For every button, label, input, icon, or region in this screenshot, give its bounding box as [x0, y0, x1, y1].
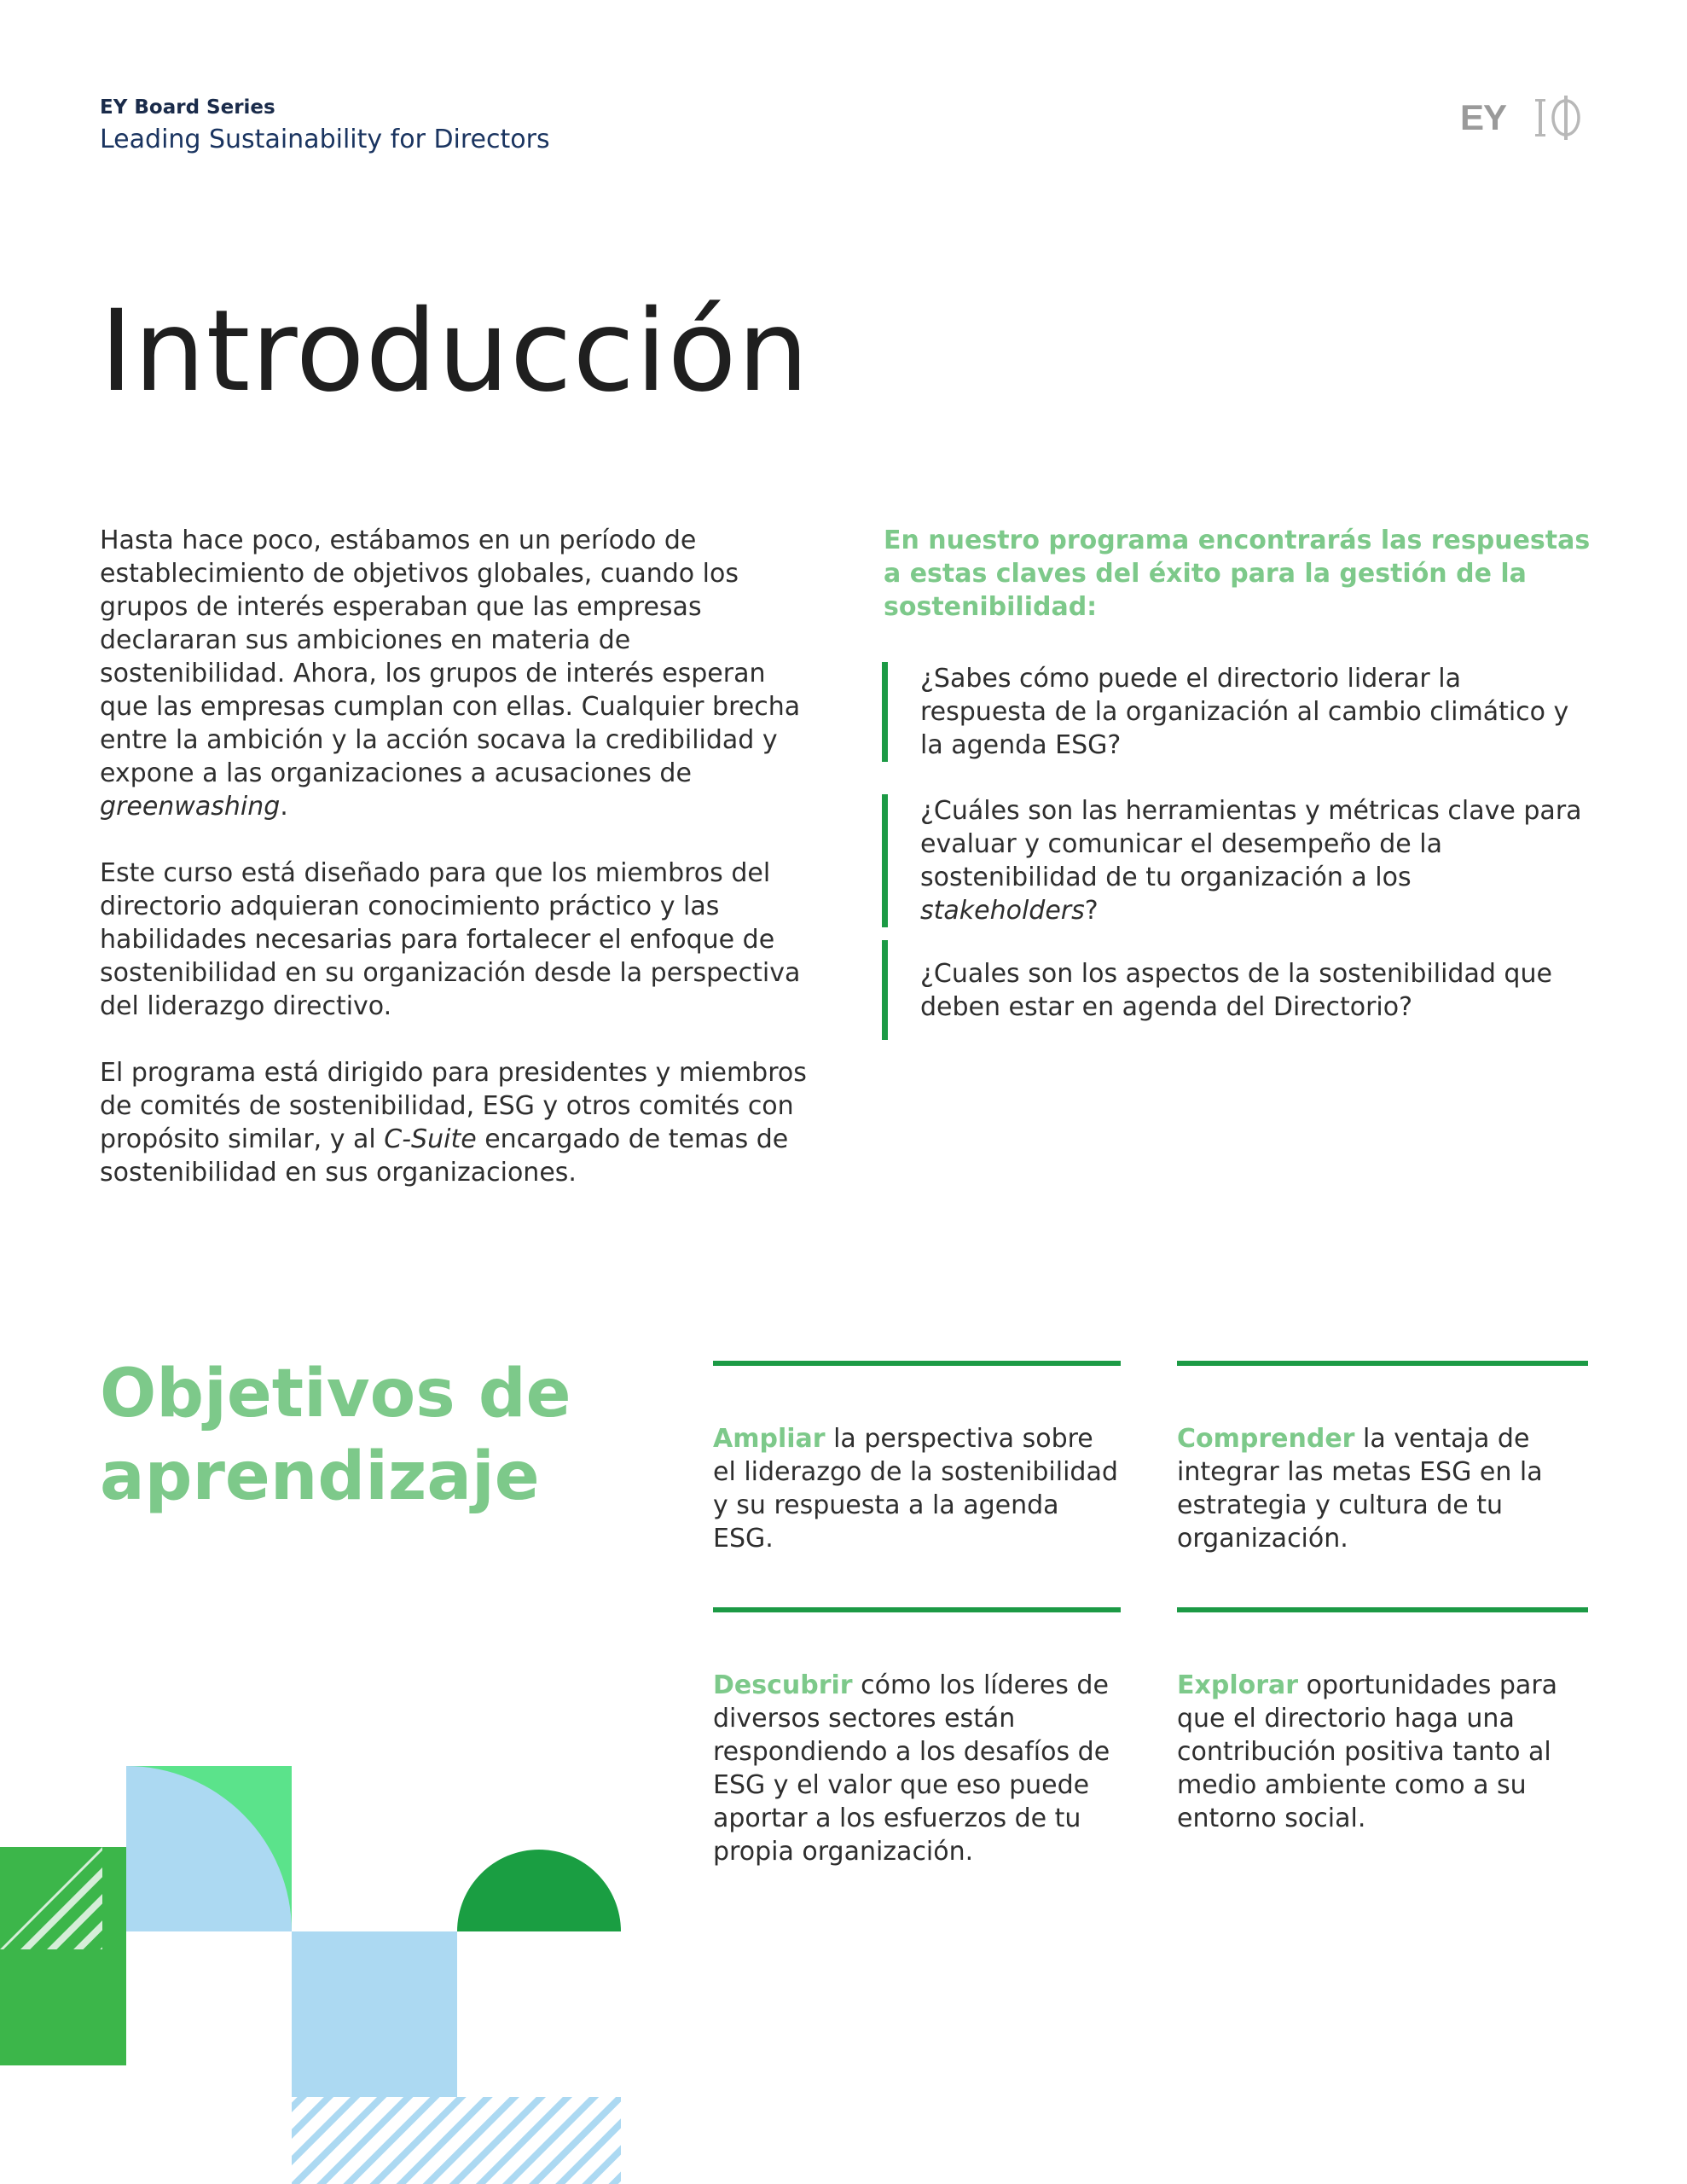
intro-paragraph-2: Este curso está diseñado para que los miembros del directorio adquieran conocimiento práctico y las habilidades necesarias para fortalecer el enfoque de sostenibilidad en su organización desde la perspectiva del liderazgo directivo. [100, 858, 801, 1021]
question-2-text: ¿Cuáles son las herramientas y métricas clave para evaluar y comunicar el desempeño de la sostenibilidad de tu organización a los [920, 796, 1582, 892]
card-keyword: Descubrir [713, 1670, 853, 1700]
document-subtitle: Leading Sustainability for Directors [100, 125, 550, 154]
objective-card [713, 1361, 1121, 1555]
card-keyword: Explorar [1177, 1670, 1299, 1700]
intro-paragraph-1 [100, 524, 808, 823]
intro-p1-text: Hasta hace poco, estábamos en un período de establecimiento de objetivos globales, cuando los grupos de interés esperaban que las empresas declararan sus ambiciones en materia de sostenibilidad. Ahora, los grupos de interés esperan que las empresas cumplan con ellas. Cualquier brecha entre la ambición y la acción socava la credibilidad y expone a las organizaciones a acusaciones de [100, 526, 801, 788]
question-3: ¿Cuales son los aspectos de la sostenibilidad que deben estar en agenda del Directorio? [882, 940, 1594, 1040]
card-text [1177, 1669, 1588, 1835]
objectives-title [100, 1353, 571, 1519]
green-semicircle [457, 1850, 621, 1931]
card-description: cómo los líderes de diversos sectores están respondiendo a los desafíos de ESG y el valor que eso puede aportar a los esfuerzos de tu propia organización. [713, 1670, 1110, 1867]
objectives-title-line-2: aprendizaje [100, 1438, 540, 1515]
intro-paragraph-3 [100, 1056, 808, 1189]
question-1: ¿Sabes cómo puede el directorio liderar la respuesta de la organización al cambio climático y la agenda ESG? [882, 662, 1594, 762]
objectives-title-line-1: Objetivos de [100, 1356, 571, 1432]
card-keyword: Ampliar [713, 1424, 826, 1454]
intro-p3-text: El programa está dirigido para presidentes y miembros de comités de sostenibilidad, ESG y otros comités con propósito similar, y al [100, 1058, 807, 1154]
card-description: la perspectiva sobre el liderazgo de la sostenibilidad y su respuesta a la agenda ESG. [713, 1424, 1118, 1554]
question-2 [882, 794, 1594, 927]
card-rule [1177, 1361, 1588, 1366]
card-keyword: Comprender [1177, 1424, 1355, 1454]
question-2-emphasis: stakeholders [920, 896, 1085, 926]
objective-card [713, 1607, 1121, 1868]
intro-p3-end: encargado de temas de sostenibilidad en sus organizaciones. [100, 1124, 789, 1188]
series-label: EY Board Series [100, 96, 275, 119]
decorative-graphic [0, 1757, 631, 2184]
blue-stripe-band [292, 2097, 621, 2184]
intro-p3-emphasis: C-Suite [384, 1124, 477, 1154]
question-2-end: ? [1084, 896, 1099, 926]
blue-square [292, 1931, 457, 2097]
objective-card [1177, 1607, 1588, 1835]
objective-card [1177, 1361, 1588, 1555]
ey-logo: EY [1460, 97, 1507, 137]
card-rule [713, 1361, 1121, 1366]
questions-heading: En nuestro programa encontrarás las respuestas a estas claves del éxito para la gestión de la sostenibilidad: [884, 526, 1591, 622]
card-rule [1177, 1607, 1588, 1612]
card-text [1177, 1422, 1588, 1555]
intro-text [100, 524, 808, 1223]
iod-logo [1535, 92, 1586, 143]
page-title: Introducción [100, 286, 810, 417]
card-description: oportunidades para que el directorio haga una contribución positiva tanto al medio ambiente como a su entorno social. [1177, 1670, 1558, 1833]
card-rule [713, 1607, 1121, 1612]
green-block [0, 1847, 126, 2065]
card-text [713, 1669, 1121, 1868]
card-description: la ventaja de integrar las metas ESG en la estrategia y cultura de tu organización. [1177, 1424, 1543, 1554]
intro-p1-end: . [280, 792, 288, 822]
card-text [713, 1422, 1121, 1555]
intro-p1-emphasis: greenwashing [100, 792, 281, 822]
iod-logo-mark [1535, 94, 1586, 142]
